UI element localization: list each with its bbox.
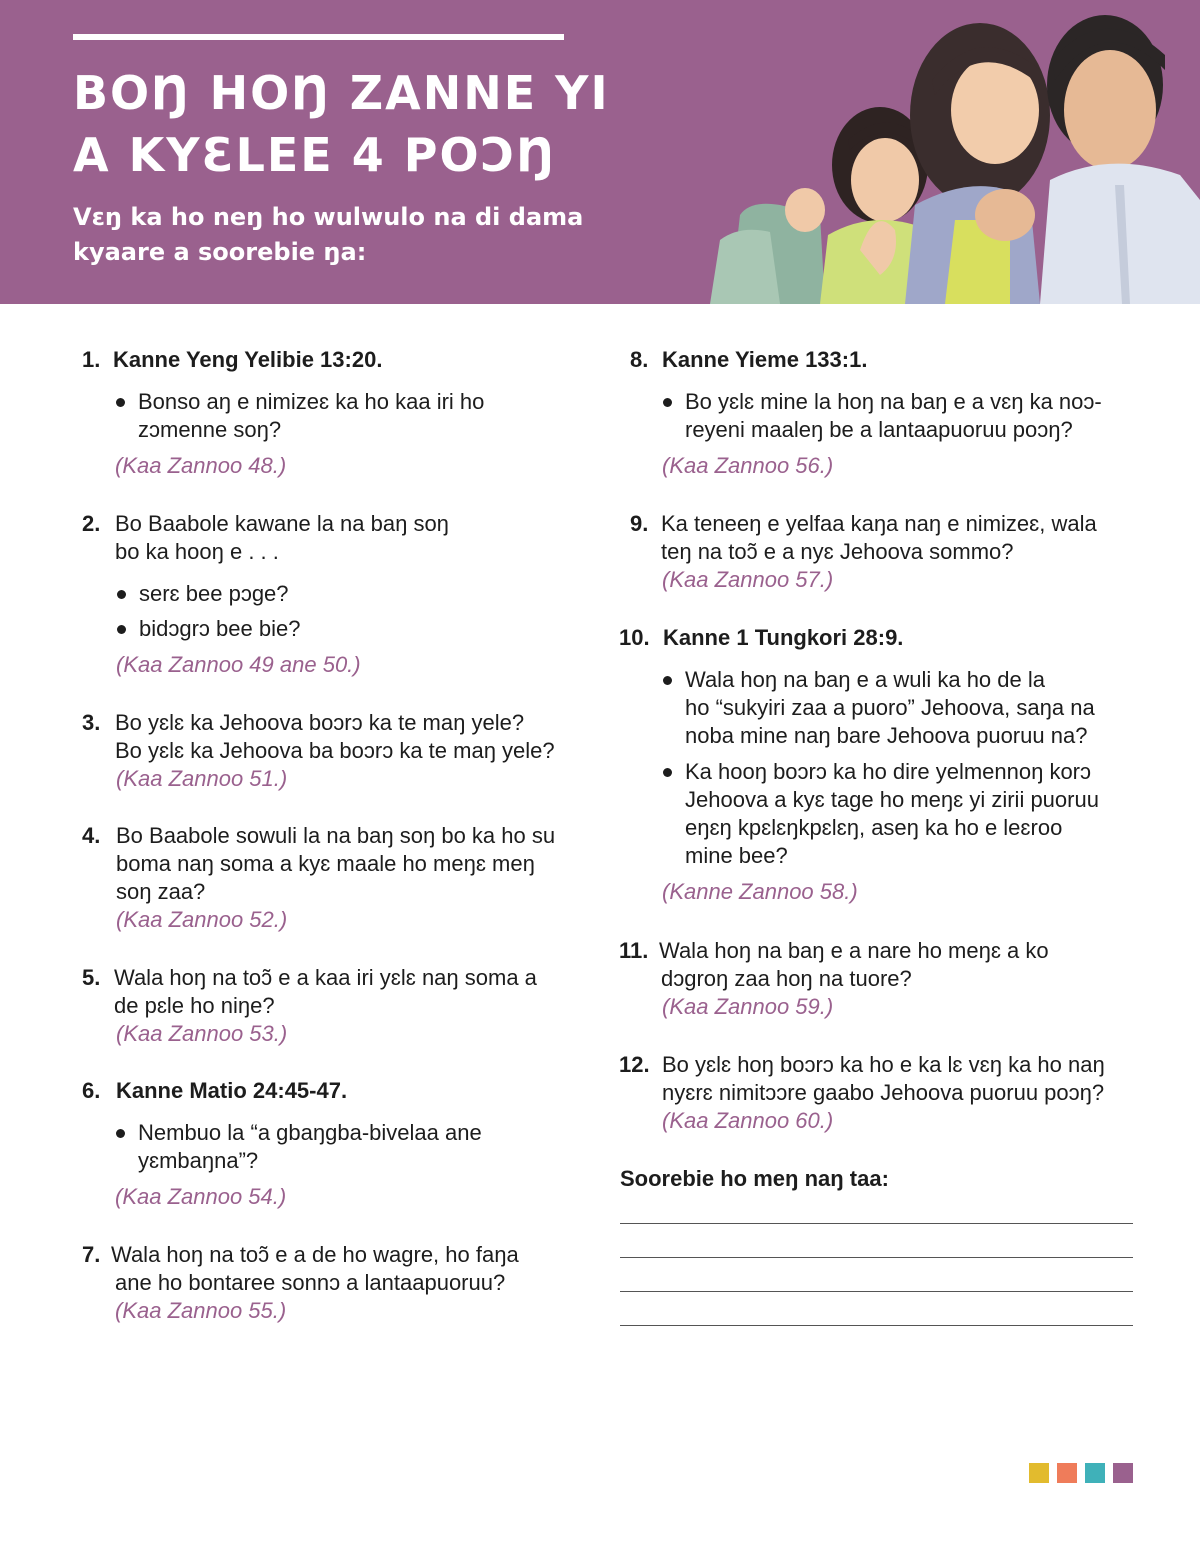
question-7 [82,1241,582,1325]
bullet-line: ho “sukyiri zaa a puoro” Jehoova, saŋa na [685,695,1095,720]
question-line: Bo Baabole sowuli la na baŋ soŋ bo ka ho su [116,823,556,848]
bullet-list [114,1119,582,1175]
bullet-line: Bo yɛlɛ mine la hoŋ na baŋ e a vɛŋ ka noɔ- [685,389,1102,414]
question-number: 9. [630,511,649,536]
purple-square [1113,1463,1133,1483]
teal-square [1085,1463,1105,1483]
question-11 [619,937,1139,1021]
question-number: 12. [619,1052,650,1077]
title-line-1: BOŊ HOŊ ZANNE YI [73,66,610,120]
bullet-line: Ka hooŋ boɔrɔ ka ho dire yelmennoŋ korɔ [685,759,1092,784]
bullet-list [661,388,1140,444]
note-line-4[interactable] [620,1325,1133,1326]
reference-link[interactable]: (Kaa Zannoo 56.) [662,453,834,478]
bullet-item [661,388,1140,444]
question-5 [82,964,582,1048]
question-number: 3. [82,710,101,735]
page-subtitle [73,200,593,270]
bullet-line: yɛmbaŋna”? [138,1148,259,1173]
question-number: 11. [619,938,649,963]
question-line: dɔgroŋ zaa hoŋ na tuore? [661,966,912,991]
question-text: Kanne 1 Tungkori 28:9. [663,625,904,650]
reference-link[interactable]: (Kaa Zannoo 52.) [116,907,288,932]
bullet-line: Nembuo la “a gbaŋgba-bivelaa ane [138,1120,482,1145]
question-number: 5. [82,965,101,990]
reference-link[interactable]: (Kaa Zannoo 54.) [115,1184,287,1209]
question-number: 2. [82,511,101,536]
question-line: Bo yɛlɛ hoŋ boɔrɔ ka ho e ka lɛ vɛŋ ka ho naŋ [662,1052,1105,1077]
question-number: 7. [82,1242,101,1267]
reference-link[interactable]: (Kanne Zannoo 58.) [662,879,858,904]
bullet-item [661,666,1139,750]
question-line: Wala hoŋ na baŋ e a nare ho meŋɛ a ko [659,938,1049,963]
question-line: Wala hoŋ na toɔ̃ e a de ho wagre, ho faŋa [111,1242,519,1267]
question-text [619,937,1139,993]
question-3 [82,709,582,793]
question-line: Bo Baabole kawane la na baŋ soŋ [115,511,449,536]
question-line: ane ho bontaree sonnɔ a lantaapuoruu? [115,1270,506,1295]
question-number: 8. [630,347,649,372]
bullet-line: Jehoova a kyɛ tage ho meŋɛ yi zirii puoruu [685,787,1099,812]
bullet-line: mine bee? [685,843,788,868]
reference-link[interactable]: (Kaa Zannoo 57.) [662,567,834,592]
question-text [82,1241,582,1297]
question-text [630,510,1140,566]
notes-title: Soorebie ho meŋ naŋ taa: [620,1166,889,1191]
question-line: de pɛle ho niŋe? [114,993,275,1018]
bullet-line: Wala hoŋ na baŋ e a wuli ka ho de la [685,667,1045,692]
header-banner [0,0,1200,304]
question-number: 10. [619,625,650,650]
question-text: Kanne Matio 24:45-47. [116,1078,348,1103]
note-line-2[interactable] [620,1257,1133,1258]
reference-link[interactable]: (Kaa Zannoo 55.) [115,1298,287,1323]
question-number: 6. [82,1078,101,1103]
question-text [82,964,582,1020]
question-line: bo ka hooŋ e . . . [115,539,279,564]
orange-square [1057,1463,1077,1483]
bullet-list [661,666,1139,870]
question-text: Kanne Yeng Yelibie 13:20. [113,347,383,372]
question-line: Ka teneeŋ e yelfaa kaŋa naŋ e nimizeɛ, wala [661,511,1097,536]
reference-link[interactable]: (Kaa Zannoo 49 ane 50.) [116,652,361,677]
question-line: nyɛrɛ nimitɔɔre gaabo Jehoova puoruu poɔŋ? [662,1080,1105,1105]
bullet-line: zɔmenne soŋ? [138,417,282,442]
bullet-line: serɛ bee pɔge? [139,581,289,606]
question-8 [630,346,1140,480]
question-12 [619,1051,1139,1135]
bullet-item [114,1119,582,1175]
note-line-3[interactable] [620,1291,1133,1292]
question-text: Kanne Yieme 133:1. [662,347,868,372]
question-line: teŋ na toɔ̃ e a nyɛ Jehoova sommo? [661,539,1014,564]
yellow-square [1029,1463,1049,1483]
question-2 [82,510,582,679]
reference-link[interactable]: (Kaa Zannoo 53.) [116,1021,288,1046]
question-number: 4. [82,823,101,848]
question-number: 1. [82,347,101,372]
question-text [82,709,582,765]
reference-link[interactable]: (Kaa Zannoo 51.) [116,766,288,791]
question-6 [82,1077,582,1211]
bullet-line: eŋɛŋ kpɛlɛŋkpɛlɛŋ, aseŋ ka ho e leɛroo [685,815,1063,840]
page-title [73,62,633,186]
question-line: Bo yɛlɛ ka Jehoova ba boɔrɔ ka te maŋ yele? [115,738,555,763]
reference-link[interactable]: (Kaa Zannoo 60.) [662,1108,834,1133]
bullet-item [114,388,582,444]
question-10 [619,624,1139,906]
bullet-line: noba mine naŋ bare Jehoova puoruu na? [685,723,1088,748]
bullet-line: reyeni maaleŋ be a lantaapuoruu poɔŋ? [685,417,1073,442]
reference-link[interactable]: (Kaa Zannoo 59.) [662,994,834,1019]
question-line: soŋ zaa? [116,879,206,904]
question-line: Wala hoŋ na toɔ̃ e a kaa iri yɛlɛ naŋ soma a [114,965,537,990]
subtitle-line-2: kyaare a soorebie ŋa: [73,238,367,266]
bullet-item [115,580,582,608]
bullet-line: bidɔgrɔ bee bie? [139,616,301,641]
reference-link[interactable]: (Kaa Zannoo 48.) [115,453,287,478]
subtitle-line-1: Vɛŋ ka ho neŋ ho wulwulo na di dama [73,203,584,231]
title-line-2: A KYƐLEE 4 POƆŊ [73,128,557,182]
question-text [82,822,582,906]
question-line: boma naŋ soma a kyɛ maale ho meŋɛ meŋ [116,851,535,876]
question-text [619,1051,1139,1107]
question-line: Bo yɛlɛ ka Jehoova boɔrɔ ka te maŋ yele? [115,710,525,735]
bullet-list [114,388,582,444]
question-9 [630,510,1140,594]
family-praying-illustration [710,0,1200,304]
bullet-item [661,758,1139,870]
bullet-line: Bonso aŋ e nimizeɛ ka ho kaa iri ho [138,389,485,414]
note-line-1[interactable] [620,1223,1133,1224]
question-text [82,510,582,566]
bullet-list [115,580,582,643]
question-4 [82,822,582,934]
bullet-item [115,615,582,643]
question-1 [82,346,582,480]
header-rule [73,34,564,40]
